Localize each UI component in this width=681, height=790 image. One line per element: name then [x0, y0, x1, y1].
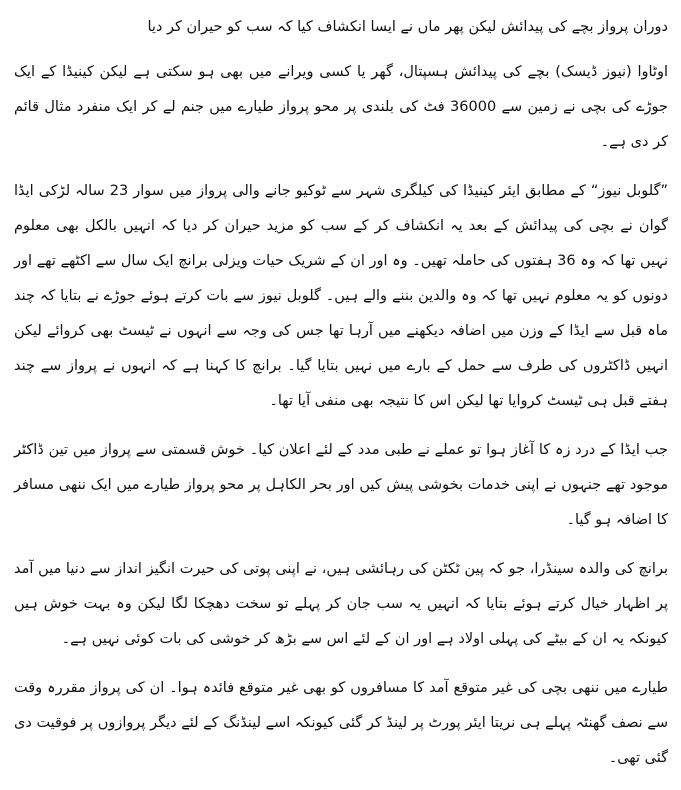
labor-paragraph: جب ایڈا کے درد زہ کا آغاز ہوا تو عملے نے طبی مدد کے لئے اعلان کیا۔ خوش قسمتی سے پرواز میں تین ڈاکٹر موجود تھے جنہوں نے اپنی خدمات بخوشی پیش کیں اور بحر الکاہل پر محو پرواز طیارے میں ایک ننھی مسافر کا اضافہ ہو گیا۔ — [14, 442, 668, 528]
article-body — [14, 10, 668, 790]
grandmother-paragraph: برانچ کی والدہ سینڈرا، جو کہ پین ٹکٹن کی رہائشی ہیں، نے اپنی پوتی کی حیرت انگیز انداز سے دنیا میں آمد پر اظہار خیال کرتے ہوئے بتایا کہ انہیں یہ سب جان کر پہلے تو سخت دھچکا لگا لیکن وہ بہت خوش ہیں کیونکہ یہ ان کے بیٹے کی پہلی اولاد ہے اور ان کے لئے اس سے بڑھ کر خوشی کی بات کوئی نہیں ہے۔ — [14, 561, 668, 647]
headline-paragraph: دوران پرواز بچے کی پیدائش لیکن پھر ماں نے ایسا انکشاف کیا کہ سب کو حیران کر دیا — [147, 19, 668, 35]
intro-paragraph: اوٹاوا (نیوز ڈیسک) بچے کی پیدائش ہسپتال، گھر یا کسی ویرانے میں بھی ہو سکتی ہے لیکن کینیڈا کے ایک جوڑے کی بچی نے زمین سے 36000 فٹ کی بلندی پر محو پرواز طیارے میں جنم لے کر ایک منفرد مثال قائم کر دی ہے۔ — [14, 64, 668, 150]
landing-paragraph: طیارے میں ننھی بچی کی غیر متوقع آمد کا مسافروں کو بھی غیر متوقع فائدہ ہوا۔ ان کی پرواز مقررہ وقت سے نصف گھنٹہ پہلے ہی نریتا ایئر پورٹ پر لینڈ کر گئی کیونکہ اسے لینڈنگ کے لئے دیگر پروازوں پر فوقیت دی گئی تھی۔ — [14, 680, 668, 766]
details-paragraph: ”گلوبل نیوز“ کے مطابق ایئر کینیڈا کی کیلگری شہر سے ٹوکیو جانے والی پرواز میں سوار 23 سالہ لڑکی ایڈا گوان نے بچی کی پیدائش کے بعد یہ انکشاف کر کے سب کو مزید حیران کر دیا کہ انہیں بالکل بھی معلوم نہیں تھا کہ وہ 36 ہفتوں کی حاملہ تھیں۔ وہ اور ان کے شریک حیات ویزلی برانچ ایک سال سے اکٹھے تھے اور دونوں کو یہ معلوم نہیں تھا کہ وہ والدین بننے والے ہیں۔ گلوبل نیوز سے بات کرتے ہوئے جوڑے نے بتایا کہ چند ماہ قبل سے ایڈا کے وزن میں اضافہ دیکھنے میں آرہا تھا جس کی وجہ سے انہوں نے ٹیسٹ بھی کروائے لیکن انہیں ڈاکٹروں کی طرف سے حمل کے بارے میں نہیں بتایا گیا۔ برانچ کا کہنا ہے کہ انہوں نے پرواز سے چند ہفتے قبل ہی ٹیسٹ کروایا تھا لیکن اس کا نتیجہ بھی منفی آیا تھا۔ — [14, 183, 669, 409]
